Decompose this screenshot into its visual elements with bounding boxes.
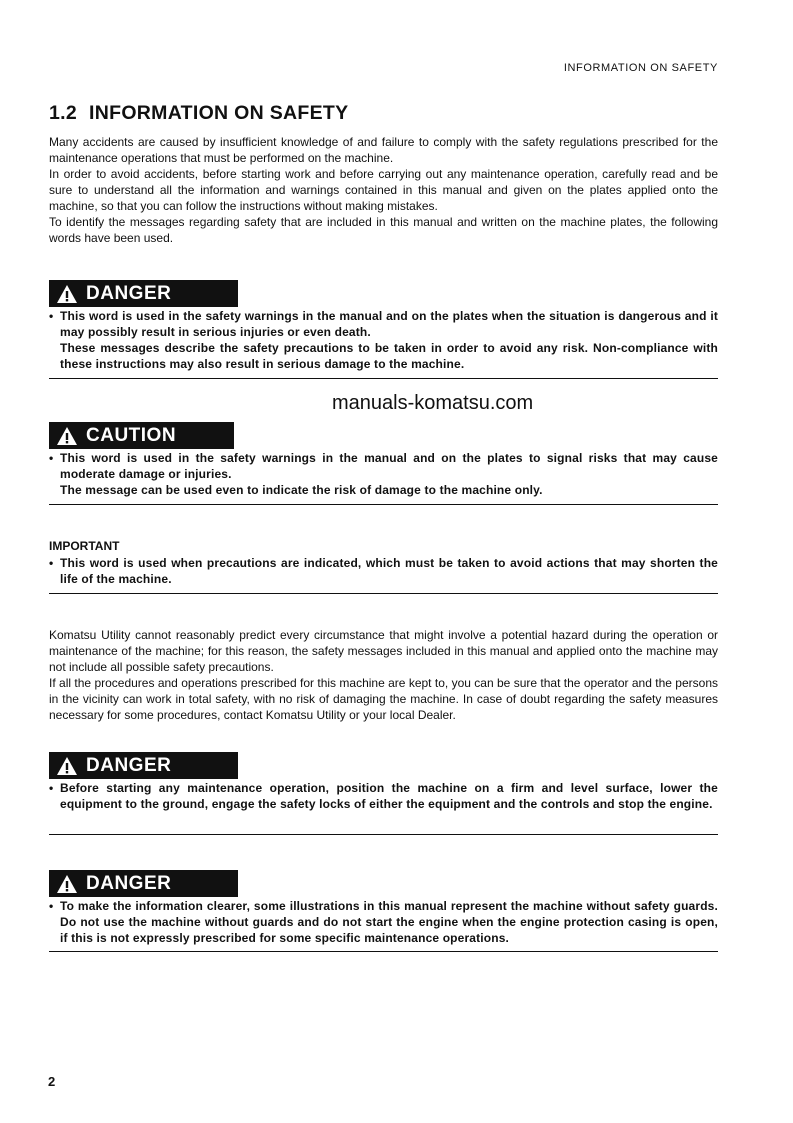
bullet: • xyxy=(49,309,54,323)
danger-1-text xyxy=(49,308,718,372)
bullet: • xyxy=(49,899,54,913)
intro-paragraph-1: Many accidents are caused by insufficient knowledge of and failure to comply with the safety regulations prescribed for the maintenance operations that must be performed on the machine. xyxy=(49,135,718,165)
divider xyxy=(49,504,718,505)
danger-3-line-1: To make the information clearer, some illustrations in this manual represent the machine without safety guards. Do not use the machine without guards and do not start the engine when the engine protection casing is open, if this is not expressly prescribed for some specific maintenance operations. xyxy=(60,899,718,945)
danger-3-text xyxy=(49,898,718,946)
caution-label xyxy=(49,422,234,449)
danger-label-2 xyxy=(49,752,238,779)
warning-triangle-icon xyxy=(56,756,78,776)
section-number: 1.2 xyxy=(49,102,78,124)
important-heading: IMPORTANT xyxy=(49,539,120,553)
danger-label-text: DANGER xyxy=(86,872,172,894)
running-header: INFORMATION ON SAFETY xyxy=(563,62,718,74)
divider xyxy=(49,951,718,952)
bullet: • xyxy=(49,556,54,570)
danger-label-3 xyxy=(49,870,238,897)
body-paragraph-1: Komatsu Utility cannot reasonably predict every circumstance that might involve a potential hazard during the operation or maintenance of the machine; for this reason, the safety messages included in this manual and applied onto the machine may not include all possible safety precautions. xyxy=(49,628,718,674)
caution-line-2: The message can be used even to indicate the risk of damage to the machine only. xyxy=(60,483,543,497)
divider xyxy=(49,378,718,379)
divider xyxy=(49,593,718,594)
page-number: 2 xyxy=(48,1074,56,1089)
warning-triangle-icon xyxy=(56,426,78,446)
danger-1-line-2: These messages describe the safety precautions to be taken in order to avoid any risk. Non-compliance with these instructions may also result in serious damage to the machine. xyxy=(60,341,718,371)
danger-1-line-1: This word is used in the safety warnings in the manual and on the plates when the situation is dangerous and it may possibly result in serious injuries or even death. xyxy=(60,309,718,339)
danger-2-text xyxy=(49,780,718,812)
section-title-text: INFORMATION ON SAFETY xyxy=(89,102,349,124)
section-title xyxy=(49,102,348,125)
intro-paragraph-2: In order to avoid accidents, before starting work and before carrying out any maintenance operation, carefully read and be sure to understand all the information and warnings contained in this manual and given on the plates applied onto the machine, so that you can follow the instructions without making mistakes. xyxy=(49,167,718,213)
intro-paragraph-3: To identify the messages regarding safety that are included in this manual and written on the machine plates, the following words have been used. xyxy=(49,215,718,245)
watermark: manuals-komatsu.com xyxy=(332,392,534,414)
intro-text xyxy=(49,134,718,246)
caution-line-1: This word is used in the safety warnings in the manual and on the plates to signal risks that may cause moderate damage or injuries. xyxy=(60,451,718,481)
important-line-1: This word is used when precautions are indicated, which must be taken to avoid actions that may shorten the life of the machine. xyxy=(60,556,718,586)
warning-triangle-icon xyxy=(56,284,78,304)
bullet: • xyxy=(49,451,54,465)
important-text xyxy=(49,555,718,587)
danger-label-text: DANGER xyxy=(86,282,172,304)
body-paragraph-2: If all the procedures and operations prescribed for this machine are kept to, you can be sure that the operator and the persons in the vicinity can work in total safety, with no risk of damaging the machine. In case of doubt regarding the safety measures necessary for some procedures, contact Komatsu Utility or your local Dealer. xyxy=(49,676,718,722)
body-text-2 xyxy=(49,627,718,723)
danger-label-text: DANGER xyxy=(86,754,172,776)
caution-text xyxy=(49,450,718,498)
divider xyxy=(49,834,718,835)
danger-2-line-1: Before starting any maintenance operation, position the machine on a firm and level surface, lower the equipment to the ground, engage the safety locks of either the equipment and the controls and stop the engine. xyxy=(60,781,718,811)
danger-label-1 xyxy=(49,280,238,307)
warning-triangle-icon xyxy=(56,874,78,894)
caution-label-text: CAUTION xyxy=(86,424,177,446)
bullet: • xyxy=(49,781,54,795)
